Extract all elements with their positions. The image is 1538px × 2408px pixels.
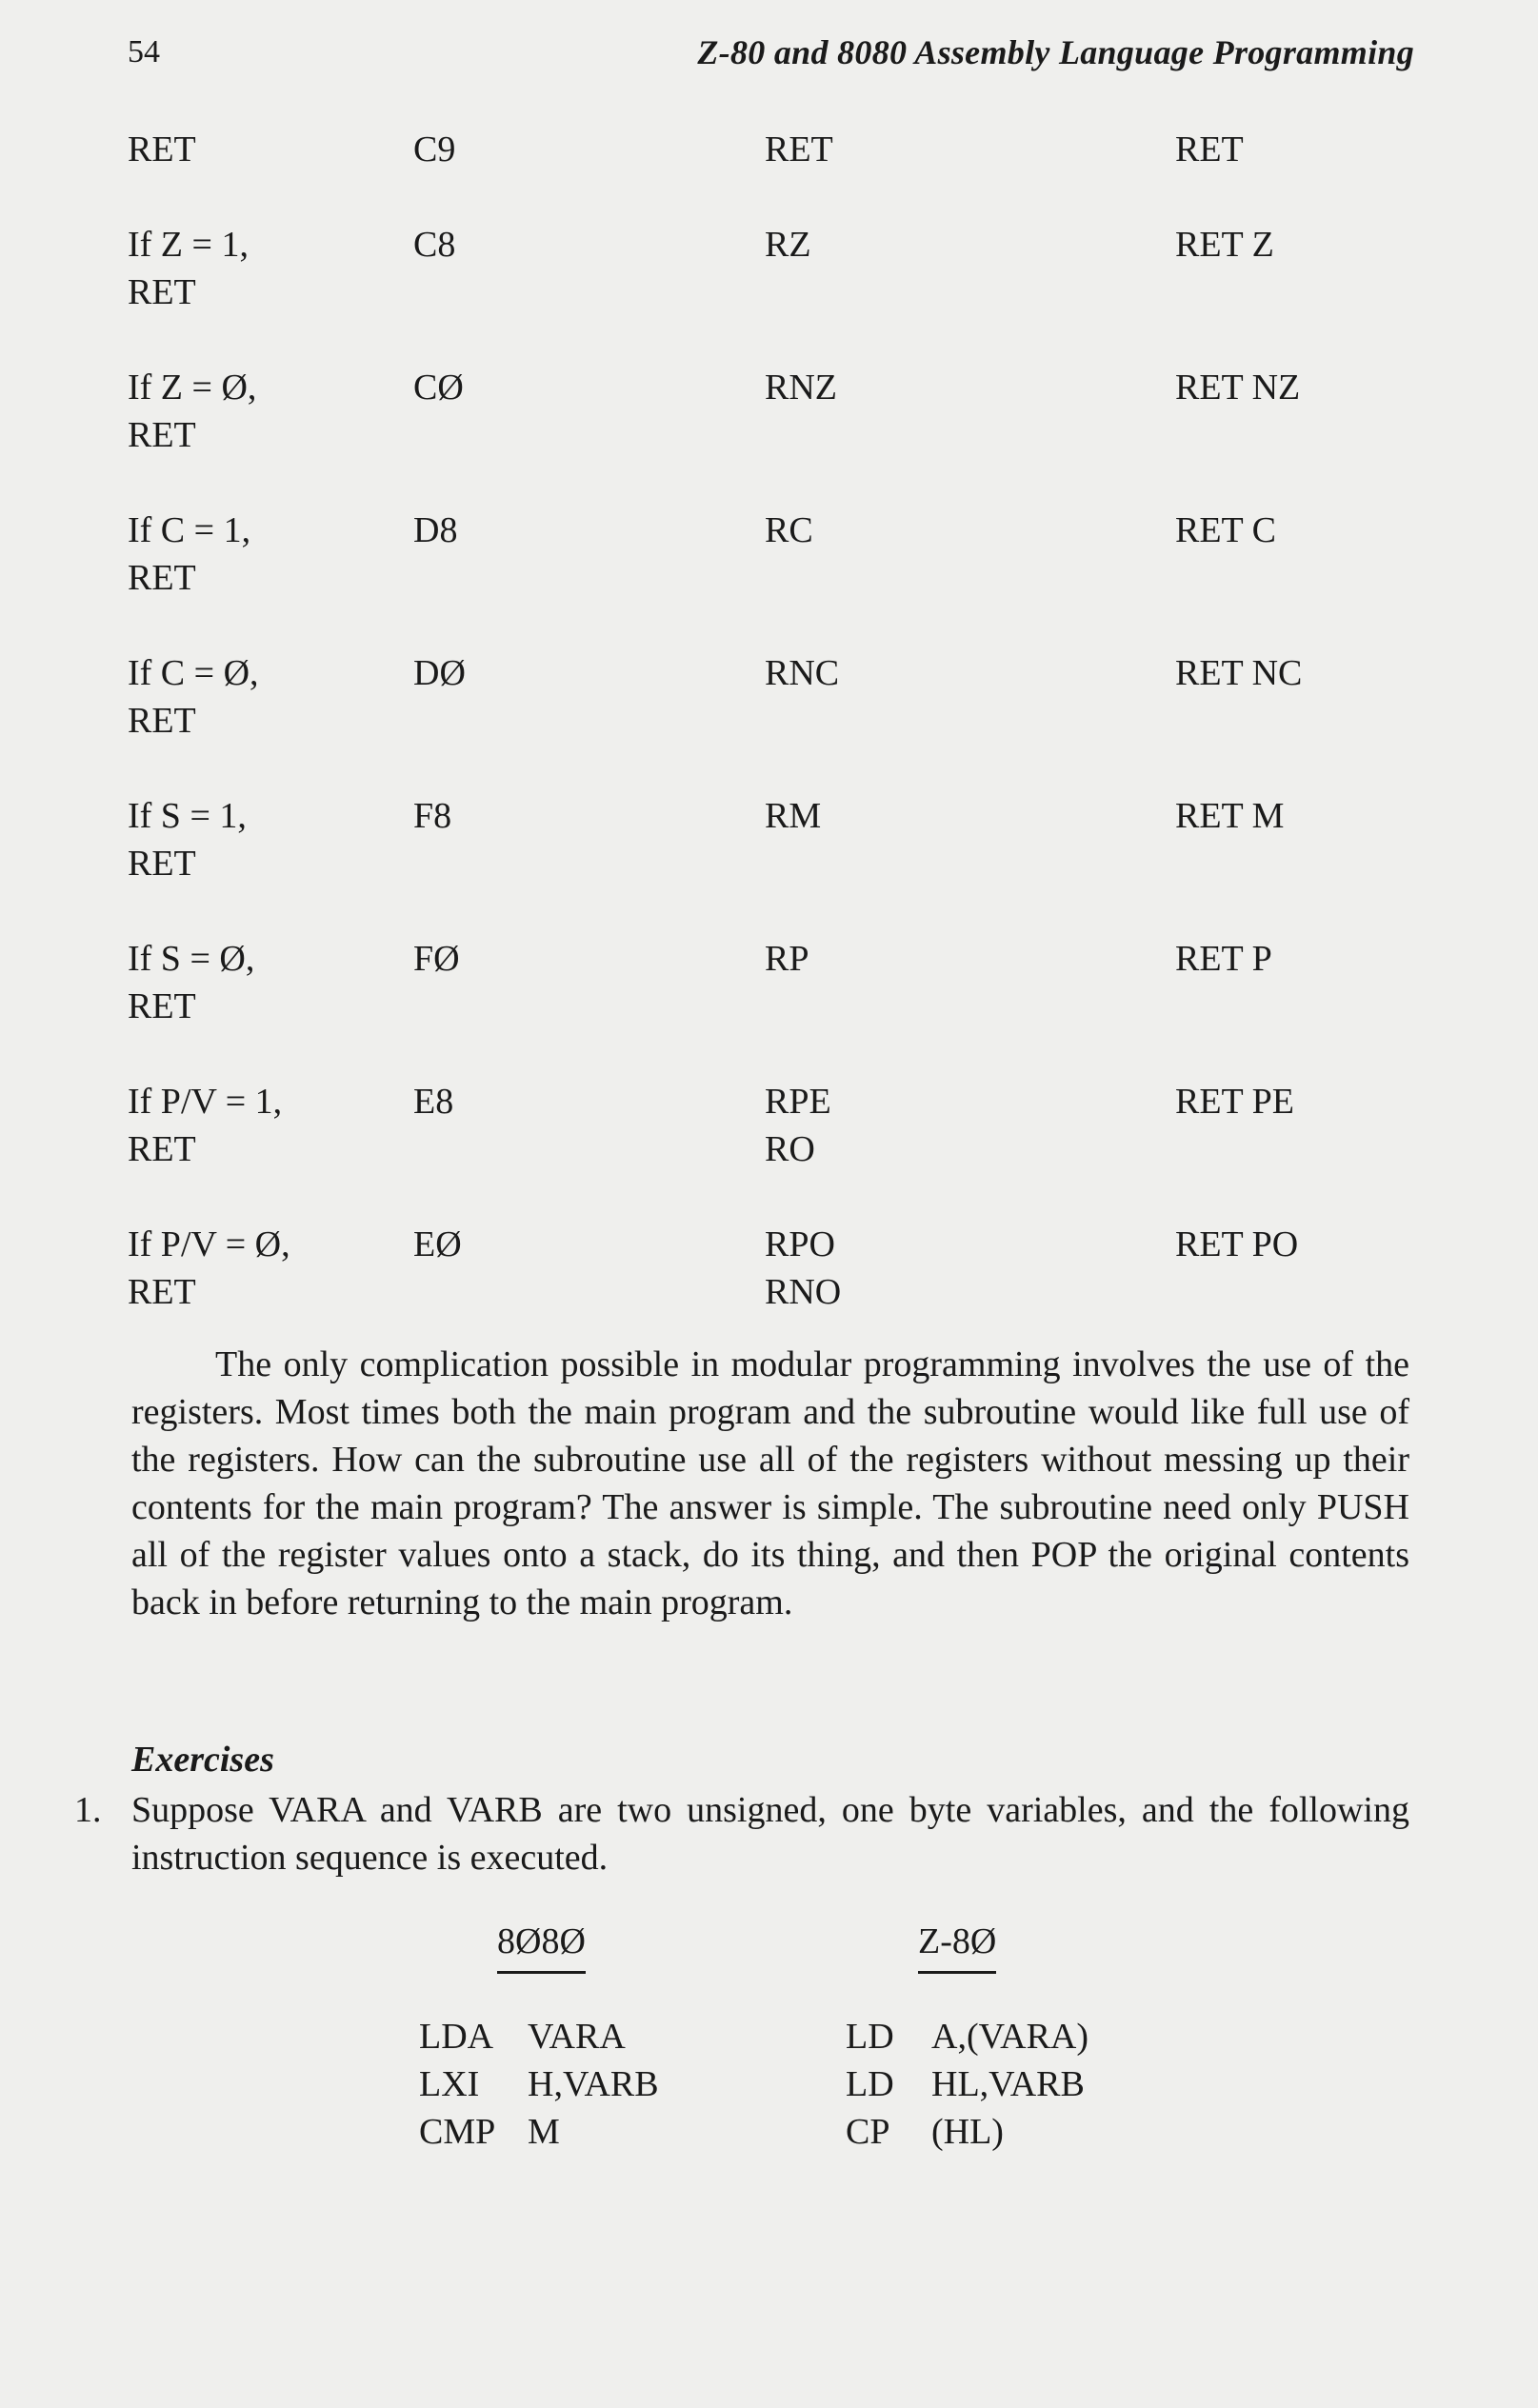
mnemonic-z80-cell: RET PE — [1175, 1082, 1294, 1122]
exercise-text: Suppose VARA and VARB are two unsigned, one byte variables, and the following instruction sequence is executed. — [131, 1790, 1409, 1878]
exercise-number: 1. — [74, 1790, 102, 1830]
body-paragraph: The only complication possible in modular programming involves the use of the registers. Most times both the main program and the subroutine would like full use of the registers. How can the subroutine use all of the registers without messing up their contents for the main program? The answer is simple. The subroutine need only PUSH all of the register values onto a stack, do its thing, and then POP the original contents back in before returning to the main program. — [131, 1344, 1409, 1622]
opcode-cell: C8 — [413, 225, 456, 265]
code-line — [846, 2108, 1004, 2156]
mnemonic-8080-cell: RM — [765, 796, 822, 836]
code-op: LXI — [419, 2064, 480, 2104]
code-heading-8080: 8Ø8Ø — [497, 1918, 586, 1974]
code-line — [419, 2108, 560, 2156]
condition-cell: If P/V = 1, RET — [128, 1082, 283, 1169]
code-arg: H,VARB — [528, 2064, 659, 2104]
opcode-cell: D8 — [413, 510, 458, 550]
mnemonic-8080-cell: RC — [765, 510, 813, 550]
mnemonic-z80-cell: RET P — [1175, 939, 1272, 979]
mnemonic-z80-cell: RET NC — [1175, 653, 1303, 693]
mnemonic-8080-cell: RPO RNO — [765, 1224, 842, 1312]
code-line — [419, 2013, 626, 2060]
code-arg: (HL) — [931, 2112, 1004, 2152]
mnemonic-z80-cell: RET C — [1175, 510, 1276, 550]
opcode-cell: EØ — [413, 1224, 462, 1264]
condition-cell: RET — [128, 129, 196, 169]
mnemonic-8080-cell: RP — [765, 939, 809, 979]
condition-cell: If S = 1, RET — [128, 796, 247, 884]
opcode-cell: FØ — [413, 939, 460, 979]
code-line — [419, 2060, 659, 2108]
code-op: CP — [846, 2112, 890, 2152]
mnemonic-8080-cell: RZ — [765, 225, 811, 265]
code-line — [846, 2013, 1089, 2060]
exercises-heading: Exercises — [131, 1740, 274, 1780]
mnemonic-z80-cell: RET — [1175, 129, 1244, 169]
opcode-cell: C9 — [413, 129, 456, 169]
mnemonic-z80-cell: RET PO — [1175, 1224, 1299, 1264]
condition-cell: If Z = 1, RET — [128, 225, 249, 312]
opcode-cell: E8 — [413, 1082, 454, 1122]
condition-cell: If Z = Ø, RET — [128, 368, 257, 455]
opcode-cell: F8 — [413, 796, 452, 836]
condition-cell: If P/V = Ø, RET — [128, 1224, 290, 1312]
code-op: LDA — [419, 2017, 494, 2057]
page-number: 54 — [128, 34, 160, 70]
code-arg: HL,VARB — [931, 2064, 1085, 2104]
code-op: LD — [846, 2064, 894, 2104]
opcode-cell: DØ — [413, 653, 466, 693]
code-op: CMP — [419, 2112, 496, 2152]
mnemonic-8080-cell: RPE RO — [765, 1082, 831, 1169]
mnemonic-z80-cell: RET Z — [1175, 225, 1274, 265]
mnemonic-8080-cell: RNC — [765, 653, 840, 693]
mnemonic-8080-cell: RET — [765, 129, 833, 169]
code-arg: M — [528, 2112, 560, 2152]
code-arg: VARA — [528, 2017, 626, 2057]
code-op: LD — [846, 2017, 894, 2057]
code-lines-z80 — [846, 2013, 1089, 2156]
condition-cell: If C = Ø, RET — [128, 653, 259, 741]
mnemonic-z80-cell: RET M — [1175, 796, 1285, 836]
condition-cell: If C = 1, RET — [128, 510, 251, 598]
code-line — [846, 2060, 1085, 2108]
mnemonic-z80-cell: RET NZ — [1175, 368, 1301, 408]
opcode-cell: CØ — [413, 368, 464, 408]
code-arg: A,(VARA) — [931, 2017, 1089, 2057]
condition-cell: If S = Ø, RET — [128, 939, 255, 1026]
code-heading-z80: Z-8Ø — [918, 1918, 996, 1974]
mnemonic-8080-cell: RNZ — [765, 368, 837, 408]
running-title: Z-80 and 8080 Assembly Language Programming — [697, 33, 1414, 71]
code-lines-8080 — [419, 2013, 659, 2156]
